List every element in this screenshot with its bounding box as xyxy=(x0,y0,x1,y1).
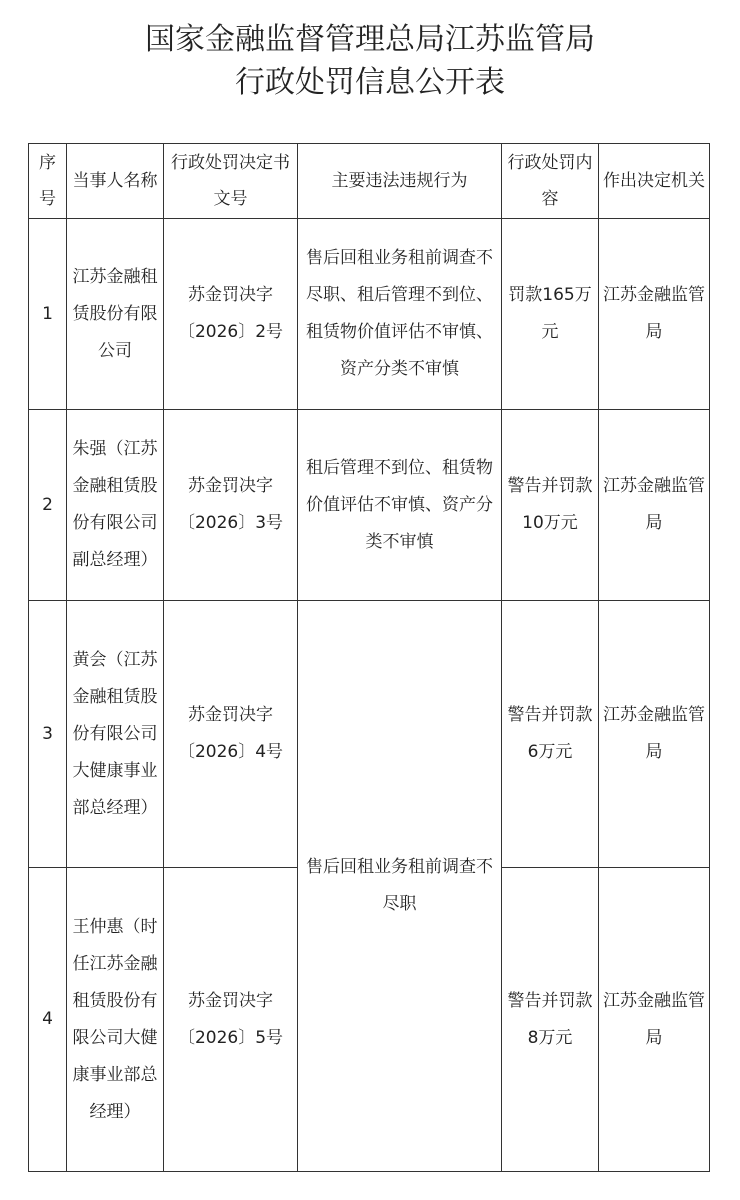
penalty-table xyxy=(28,143,710,1172)
row-party: 江苏金融租赁股份有限公司 xyxy=(67,219,164,410)
table-header-row xyxy=(29,144,710,219)
row-party: 黄会（江苏金融租赁股份有限公司大健康事业部总经理） xyxy=(67,601,164,868)
header-authority: 作出决定机关 xyxy=(599,144,710,219)
header-index: 序号 xyxy=(29,144,67,219)
page-title: 国家金融监督管理总局江苏监管局 xyxy=(145,22,595,57)
row-authority: 江苏金融监管局 xyxy=(599,410,710,601)
header-party: 当事人名称 xyxy=(67,144,164,219)
row-authority: 江苏金融监管局 xyxy=(599,601,710,868)
header-doc-no: 行政处罚决定书文号 xyxy=(164,144,298,219)
row-index: 2 xyxy=(29,410,67,601)
table-row xyxy=(29,601,710,868)
page-subtitle: 行政处罚信息公开表 xyxy=(235,65,505,100)
row-penalty: 罚款165万元 xyxy=(502,219,599,410)
header-penalty: 行政处罚内容 xyxy=(502,144,599,219)
row-penalty: 警告并罚款10万元 xyxy=(502,410,599,601)
row-doc-no: 苏金罚决字〔2026〕5号 xyxy=(164,868,298,1172)
row-penalty: 警告并罚款6万元 xyxy=(502,601,599,868)
table-row xyxy=(29,410,710,601)
row-doc-no: 苏金罚决字〔2026〕2号 xyxy=(164,219,298,410)
table-row xyxy=(29,219,710,410)
row-violation: 租后管理不到位、租赁物价值评估不审慎、资产分类不审慎 xyxy=(298,410,502,601)
row-party: 王仲惠（时任江苏金融租赁股份有限公司大健康事业部总经理） xyxy=(67,868,164,1172)
row-index: 3 xyxy=(29,601,67,868)
row-violation: 售后回租业务租前调查不尽职、租后管理不到位、租赁物价值评估不审慎、资产分类不审慎 xyxy=(298,219,502,410)
row-index: 4 xyxy=(29,868,67,1172)
row-index: 1 xyxy=(29,219,67,410)
row-authority: 江苏金融监管局 xyxy=(599,219,710,410)
row-doc-no: 苏金罚决字〔2026〕3号 xyxy=(164,410,298,601)
row-party: 朱强（江苏金融租赁股份有限公司副总经理） xyxy=(67,410,164,601)
row-violation-merged: 售后回租业务租前调查不尽职 xyxy=(298,601,502,1172)
header-violation: 主要违法违规行为 xyxy=(298,144,502,219)
row-authority: 江苏金融监管局 xyxy=(599,868,710,1172)
row-doc-no: 苏金罚决字〔2026〕4号 xyxy=(164,601,298,868)
row-penalty: 警告并罚款8万元 xyxy=(502,868,599,1172)
